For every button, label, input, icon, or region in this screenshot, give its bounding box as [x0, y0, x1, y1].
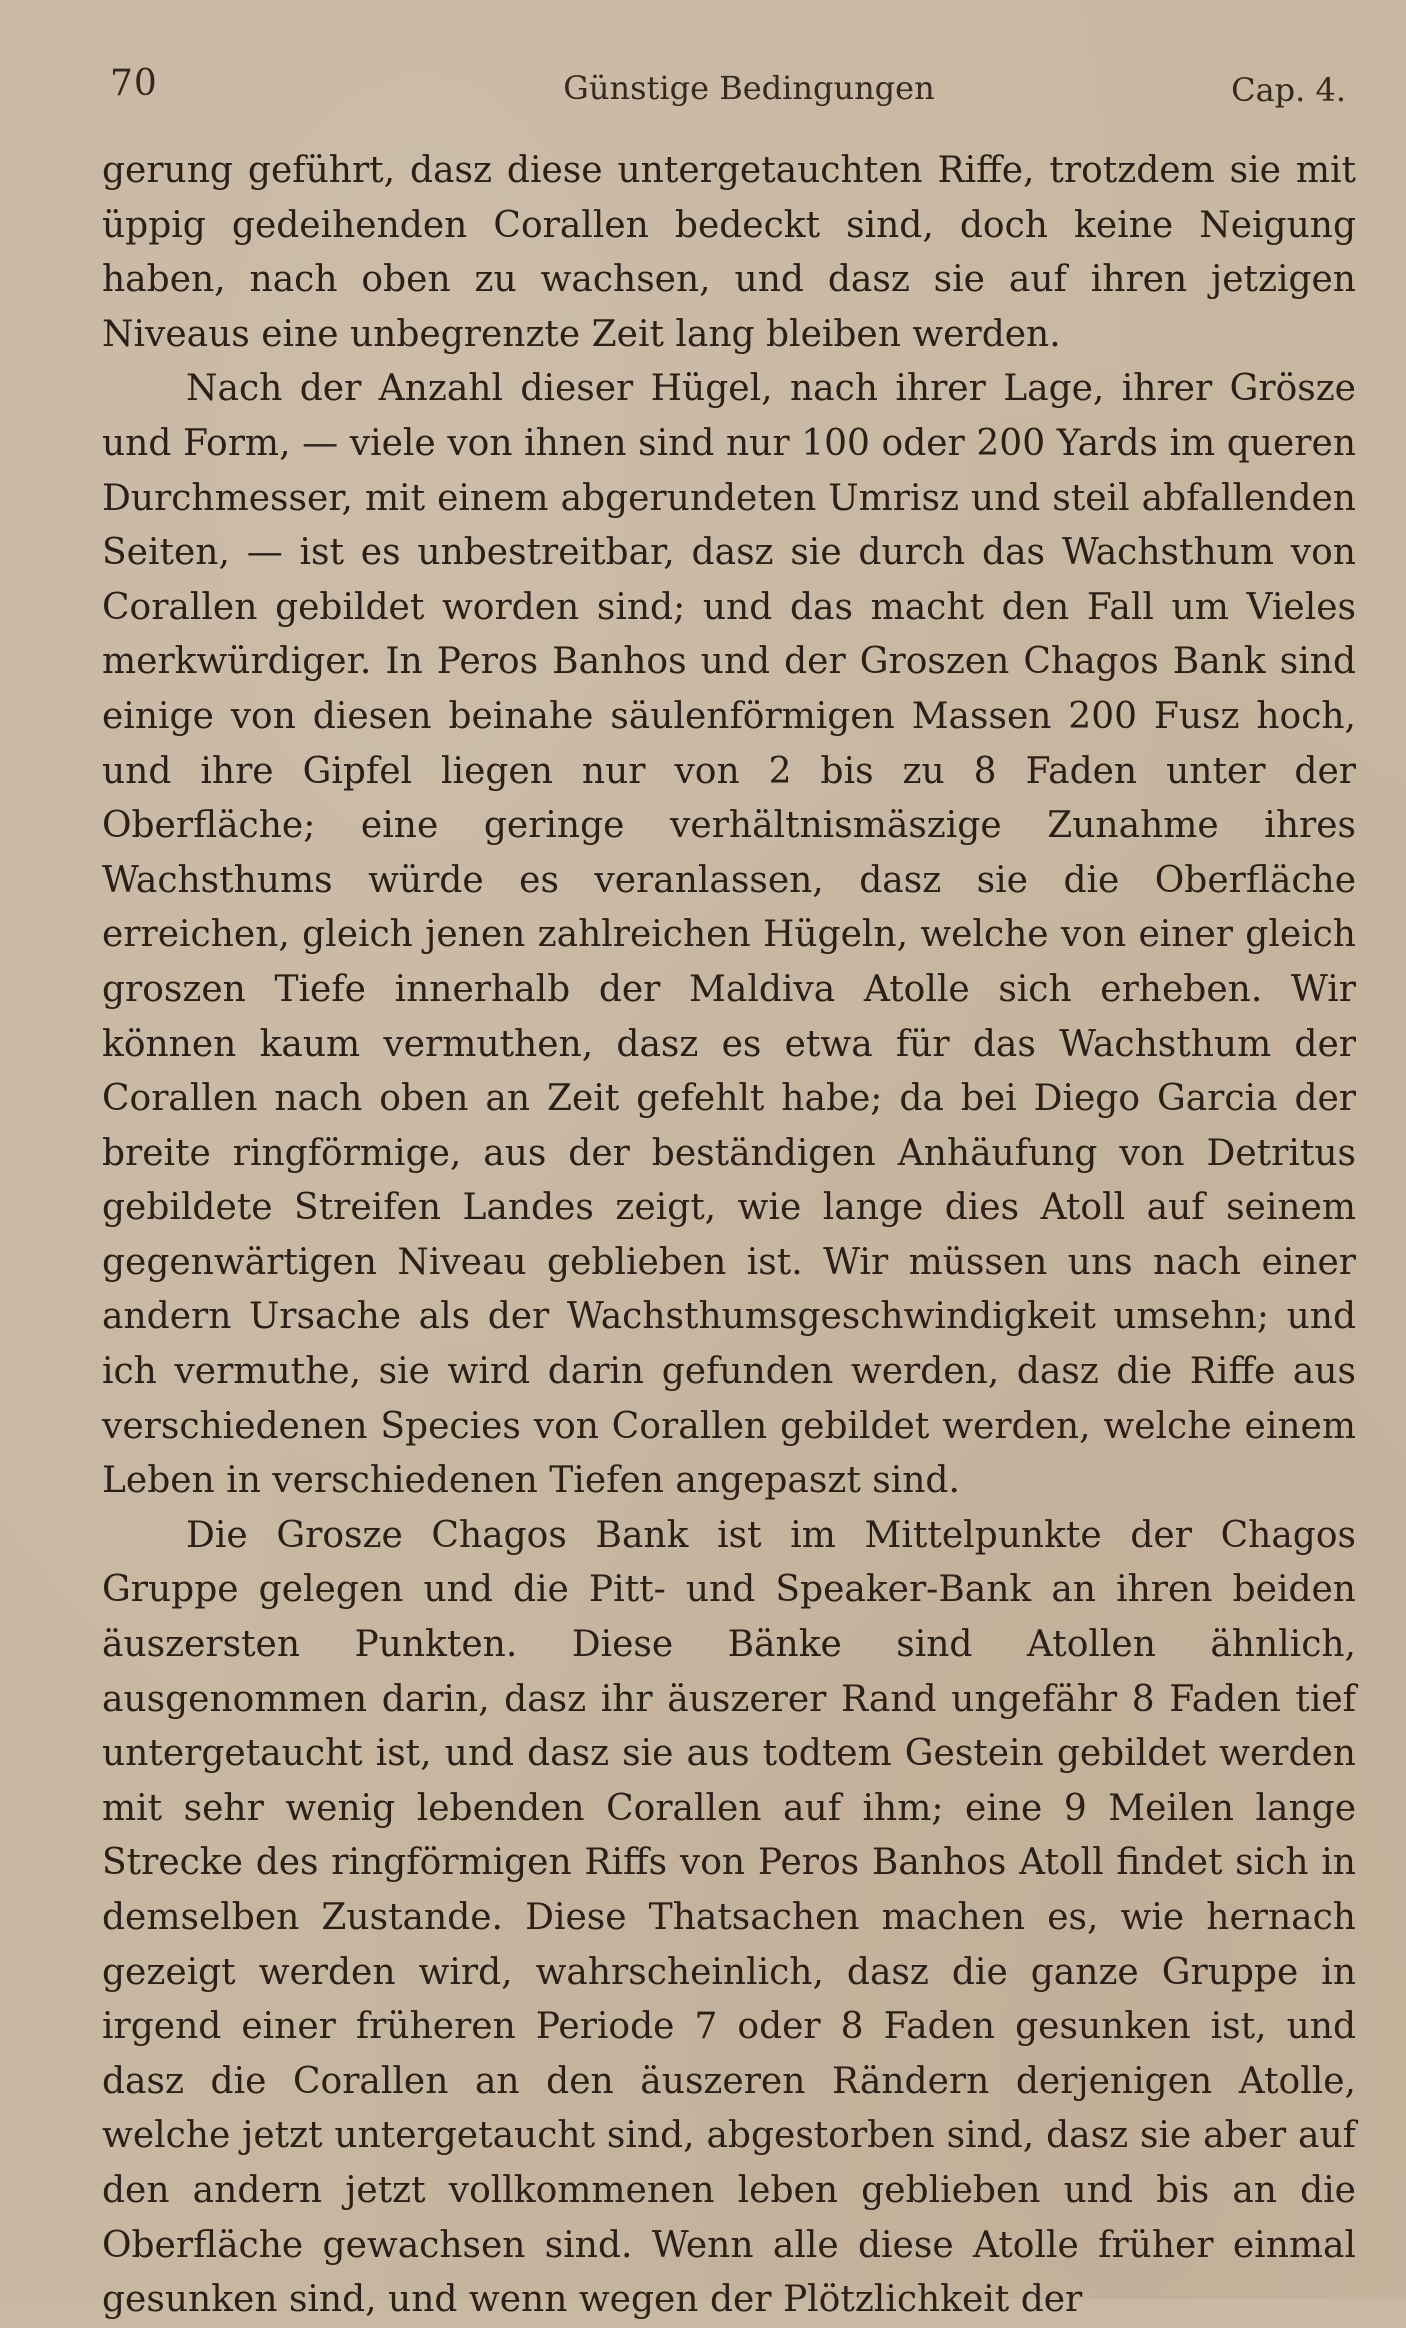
paragraph-chagos-bank: Die Grosze Chagos Bank ist im Mittelpunkte der Chagos Gruppe gelegen und die Pitt- und Speaker-Bank an ihren beiden äuszersten Punkten. Diese Bänke sind Atollen ähnlich, ausgenommen darin, dasz ihr äuszerer Rand ungefähr 8 Faden tief untergetaucht ist, und dasz sie aus todtem Gestein gebildet werden mit sehr wenig lebenden Corallen auf ihm; eine 9 Meilen lange Strecke des ringförmigen Riffs von Peros Banhos Atoll findet sich in demselben Zustande. Diese Thatsachen machen es, wie hernach gezeigt werden wird, wahrscheinlich, dasz die ganze Gruppe in irgend einer früheren Periode 7 oder 8 Faden gesunken ist, und dasz die Corallen an den äuszeren Rändern derjenigen Atolle, welche jetzt untergetaucht sind, abgestorben sind, dasz sie aber auf den andern jetzt vollkommenen leben geblieben und bis an die Oberfläche gewachsen sind. Wenn alle diese Atolle früher einmal gesunken sind, und wenn wegen der Plötzlichkeit der	[102, 1514, 1356, 2321]
chapter-label: Cap. 4.	[1231, 71, 1346, 109]
page-number: 70	[110, 63, 158, 104]
paragraph-continuation: gerung geführt, dasz diese untergetauchten Riffe, trotzdem sie mit üppig gedeihenden Corallen bedeckt sind, doch keine Neigung haben, nach oben zu wachsen, und dasz sie auf ihren jetzigen Niveaus eine unbegrenzte Zeit lang bleiben werden.	[102, 150, 1356, 355]
page-header	[102, 58, 1356, 110]
running-title: Günstige Bedingungen	[563, 69, 935, 107]
paragraph-hills: Nach der Anzahl dieser Hügel, nach ihrer Lage, ihrer Grösze und Form, — viele von ihnen sind nur 100 oder 200 Yards im queren Durchmesser, mit einem abgerundeten Umrisz und steil abfallenden Seiten, — ist es unbestreitbar, dasz sie durch das Wachsthum von Corallen gebildet worden sind; und das macht den Fall um Vieles merkwürdiger. In Peros Banhos und der Groszen Chagos Bank sind einige von diesen beinahe säulenförmigen Massen 200 Fusz hoch, und ihre Gipfel liegen nur von 2 bis zu 8 Faden unter der Oberfläche; eine geringe verhältnismäszige Zunahme ihres Wachsthums würde es veranlassen, dasz sie die Oberfläche erreichen, gleich jenen zahlreichen Hügeln, welche von einer gleich groszen Tiefe innerhalb der Maldiva Atolle sich erheben. Wir können kaum vermuthen, dasz es etwa für das Wachsthum der Corallen nach oben an Zeit gefehlt habe; da bei Diego Garcia der breite ringförmige, aus der beständigen Anhäufung von Detritus gebildete Streifen Landes zeigt, wie lange dies Atoll auf seinem gegenwärtigen Niveau geblieben ist. Wir müssen uns nach einer andern Ursache als der Wachsthumsgeschwindigkeit umsehn; und ich vermuthe, sie wird darin gefunden werden, dasz die Riffe aus verschiedenen Species von Corallen gebildet werden, welche einem Leben in verschiedenen Tiefen angepaszt sind.	[102, 368, 1356, 1502]
body-text	[102, 144, 1356, 2328]
